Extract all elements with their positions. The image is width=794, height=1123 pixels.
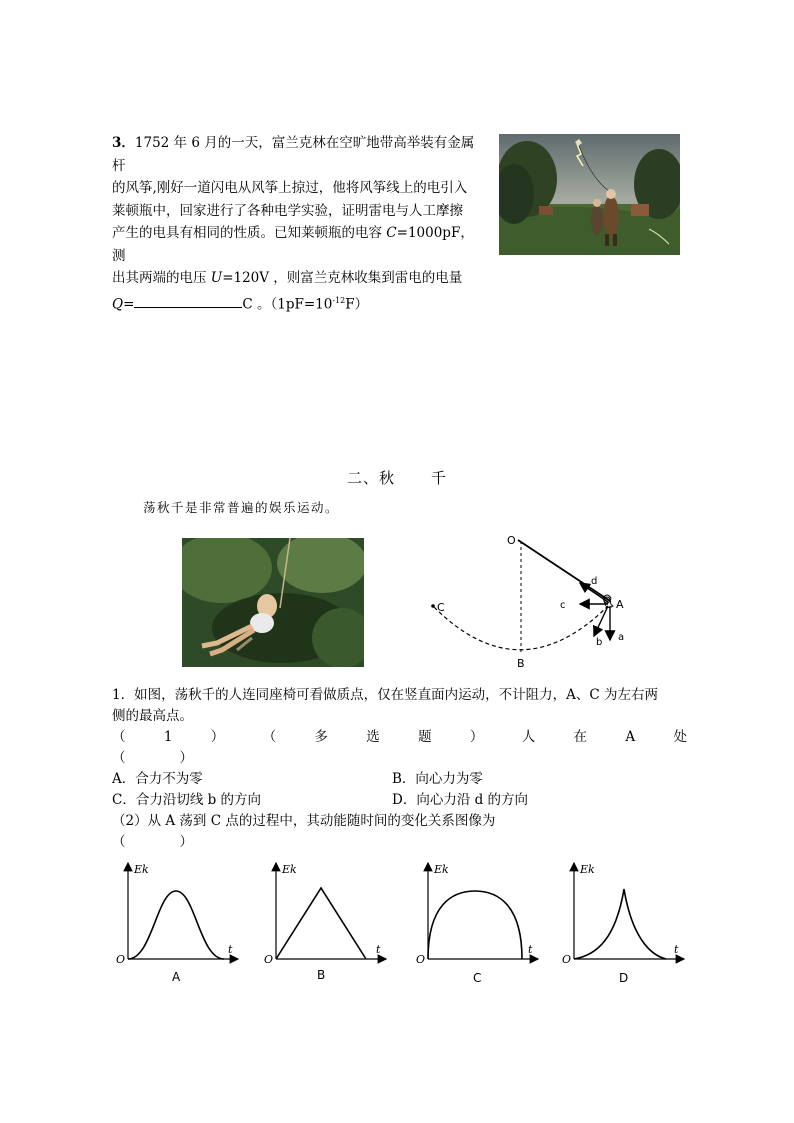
graph-option-C[interactable] — [412, 855, 542, 990]
axis-label-ek: Ek — [434, 863, 449, 876]
label-O: O — [507, 534, 516, 547]
question-1 — [112, 685, 687, 853]
charge-var: Q — [112, 296, 124, 312]
swing-force-diagram — [420, 528, 650, 673]
graph-name: D — [619, 971, 629, 985]
q3-line-5: 出其两端的电压 — [112, 270, 211, 286]
label-C: C — [437, 601, 445, 614]
q3-line-1: 1752 年 6 月的一天，富兰克林在空旷地带高举装有金属杆 — [112, 135, 475, 174]
answer-blank[interactable] — [134, 293, 242, 308]
voltage-value: =120V ，则富兰克林收集到雷电的电量 — [222, 270, 463, 286]
capacitance-var: C — [386, 225, 397, 241]
q1-stem-2: 侧的最高点。 — [112, 708, 193, 724]
label-d: d — [591, 576, 598, 587]
axis-label-ek: Ek — [134, 863, 149, 876]
option-B[interactable]: B．向心力为零 — [392, 771, 483, 787]
question-number: 3 — [112, 135, 122, 151]
option-C[interactable]: C．合力沿切线 b 的方向 — [112, 792, 262, 808]
unit-note: （1pF=10 — [270, 296, 333, 312]
axis-label-ek: Ek — [282, 863, 297, 876]
label-c: c — [560, 600, 566, 611]
axis-label-t: t — [528, 943, 533, 956]
section-title: 二、秋 千 — [346, 469, 448, 487]
swing-photo — [182, 538, 364, 667]
q1-sub1: （ 1 ） （ 多 选 题 ） 人 在 A 处 — [112, 729, 687, 745]
label-a: a — [618, 632, 625, 643]
rope-line — [518, 540, 610, 601]
axis-label-ek: Ek — [580, 863, 595, 876]
label-A: A — [616, 598, 624, 611]
axis-label-t: t — [674, 943, 679, 956]
axis-label-t: t — [376, 943, 381, 956]
question-3: 3．1752 年 6 月的一天，富兰克林在空旷地带高举装有金属杆 的风筝,刚好一道闪电从风筝上掠过，他将风筝线上的电引入 莱顿瓶中，回家进行了各种电学实验，证明雷电与人工摩擦 产生的电具有相同的性质。已知莱顿瓶的电容 C=1000pF，测 出其两端的电压 U=120V ，则富兰克林收集到雷电的电量 Q= C 。$(1pF=10^{-12}F)$ — [112, 132, 484, 316]
section-intro: 荡秋千是非常普遍的娱乐运动。 — [143, 500, 340, 515]
label-B: B — [517, 657, 525, 670]
option-A[interactable]: A．合力不为零 — [112, 771, 203, 787]
q3-line-4: 产生的电具有相同的性质。已知莱顿瓶的电容 — [112, 225, 387, 241]
graph-name: B — [317, 968, 326, 982]
graph-option-A[interactable] — [112, 855, 242, 990]
graph-option-B[interactable] — [262, 855, 392, 990]
option-D[interactable]: D．向心力沿 d 的方向 — [392, 792, 529, 808]
voltage-var: U — [210, 270, 223, 286]
origin-label: O — [264, 953, 274, 966]
graph-name: C — [473, 971, 482, 985]
charge-unit: C 。 — [242, 296, 271, 312]
q1-sub1-answer-paren[interactable]: （ ） — [112, 750, 193, 766]
q1-sub2-answer-paren[interactable]: （ ） — [112, 834, 193, 850]
graph-name: A — [172, 970, 181, 984]
capacitance-value: =1000pF，测 — [112, 225, 474, 264]
label-b: b — [596, 637, 603, 648]
q1-sub2: （2）从 A 荡到 C 点的过程中，其动能随时间的变化关系图像为 — [112, 813, 496, 829]
origin-label: O — [562, 953, 572, 966]
origin-label: O — [116, 953, 126, 966]
origin-label: O — [416, 953, 426, 966]
q3-line-3: 莱顿瓶中，回家进行了各种电学实验，证明雷电与人工摩擦 — [112, 202, 463, 219]
axis-label-t: t — [228, 943, 233, 956]
q3-line-2: 的风筝,刚好一道闪电从风筝上掠过，他将风筝线上的电引入 — [112, 180, 468, 196]
franklin-kite-illustration — [499, 134, 680, 255]
q1-stem-1: 1．如图，荡秋千的人连同座椅可看做质点，仅在竖直面内运动，不计阻力，A、C 为左右两 — [112, 687, 658, 703]
graph-option-D[interactable] — [558, 855, 688, 990]
arrow-b — [594, 606, 608, 636]
